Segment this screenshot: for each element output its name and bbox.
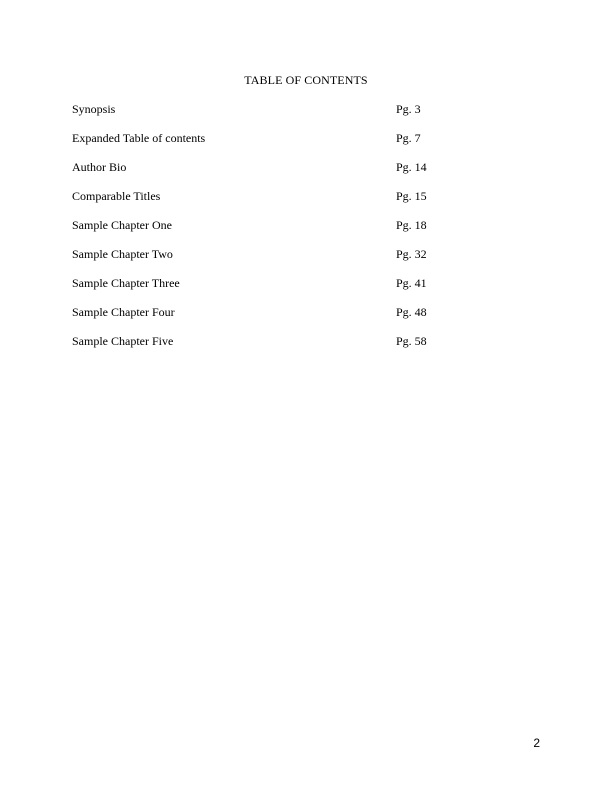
toc-entry-label: Sample Chapter One: [72, 218, 172, 232]
toc-entry-page: Pg. 58: [396, 334, 427, 348]
toc-entry-page: Pg. 41: [396, 276, 427, 290]
toc-entry-label: Sample Chapter Three: [72, 276, 180, 290]
toc-entry-chapter-five: [72, 333, 542, 362]
toc-entry-label: Sample Chapter Five: [72, 334, 174, 348]
toc-entry-chapter-two: [72, 246, 542, 275]
toc-entry-chapter-three: [72, 275, 542, 304]
toc-entry-chapter-four: [72, 304, 542, 333]
toc-entry-page: Pg. 7: [396, 131, 421, 145]
toc-entry-author-bio: [72, 159, 542, 188]
toc-title: TABLE OF CONTENTS: [244, 73, 368, 87]
toc-entry-page: Pg. 18: [396, 218, 427, 232]
toc-entry-label: Synopsis: [72, 102, 116, 116]
toc-entry-expanded-toc: [72, 130, 542, 159]
toc-entry-synopsis: [72, 101, 542, 130]
toc-entry-label: Author Bio: [72, 160, 127, 174]
toc-entry-label: Sample Chapter Four: [72, 305, 175, 319]
toc-entry-page: Pg. 15: [396, 189, 427, 203]
toc-entry-label: Comparable Titles: [72, 189, 161, 203]
toc-list: [72, 101, 542, 362]
toc-entry-label: Sample Chapter Two: [72, 247, 173, 261]
toc-entry-page: Pg. 32: [396, 247, 427, 261]
toc-entry-comparable-titles: [72, 188, 542, 217]
toc-entry-label: Expanded Table of contents: [72, 131, 206, 145]
toc-entry-page: Pg. 48: [396, 305, 427, 319]
toc-entry-page: Pg. 14: [396, 160, 427, 174]
page-number: 2: [533, 736, 540, 750]
toc-entry-chapter-one: [72, 217, 542, 246]
toc-entry-page: Pg. 3: [396, 102, 421, 116]
